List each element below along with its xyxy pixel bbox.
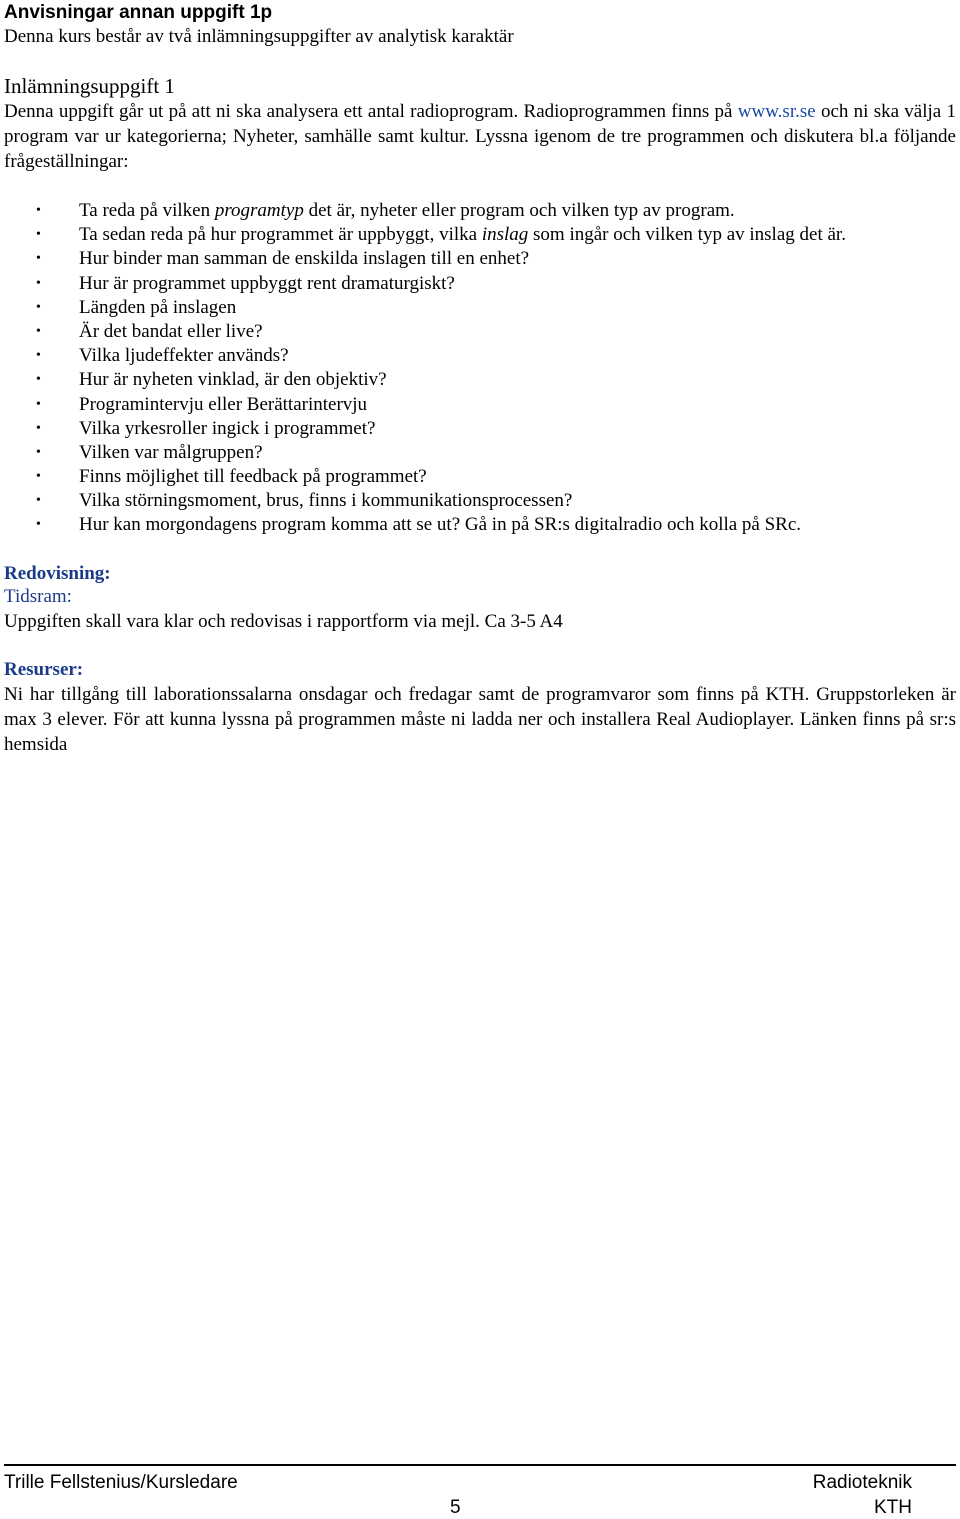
question-text: Hur kan morgondagens program komma att se ut? Gå in på SR:s digitalradio och kolla på SRc.	[79, 514, 802, 536]
emphasis-text: inslag	[481, 224, 529, 246]
question-list	[0, 199, 960, 538]
emphasis-text: programtyp	[214, 200, 304, 221]
section-heading: Inlämningsuppgift 1	[4, 74, 175, 98]
intro-text-2: och ni ska välja 1 program var ur kategorierna; Nyheter, samhälle samt kultur. Lyssna igenom de tre programmen och diskutera bl.a följande frågeställningar:	[4, 101, 956, 172]
document-subtitle: Denna kurs består av två inlämningsuppgifter av analytisk karaktär	[4, 26, 514, 47]
list-item	[0, 199, 960, 223]
list-item	[0, 465, 960, 489]
bullet-icon: •	[36, 444, 41, 460]
bullet-icon: •	[36, 396, 41, 412]
bullet-icon: •	[36, 493, 41, 509]
bullet-icon: •	[36, 517, 41, 533]
list-item	[0, 223, 960, 247]
question-text: Ta reda på vilken programtyp det är, nyheter eller program och vilken typ av program.	[79, 200, 735, 221]
question-text: Vilka störningsmoment, brus, finns i kommunikationsprocessen?	[79, 490, 573, 512]
bullet-icon: •	[36, 299, 41, 315]
question-text: Finns möjlighet till feedback på programmet?	[79, 466, 427, 488]
bullet-icon: •	[36, 323, 41, 339]
redovisning-heading: Redovisning:	[4, 563, 111, 584]
intro-paragraph	[4, 99, 956, 174]
footer-divider	[4, 1464, 956, 1466]
list-item	[0, 513, 960, 537]
footer-author: Trille Fellstenius/Kursledare	[4, 1472, 238, 1493]
question-text: Vilka yrkesroller ingick i programmet?	[79, 417, 376, 439]
question-text: Hur binder man samman de enskilda inslagen till en enhet?	[79, 248, 530, 270]
question-text: Längden på inslagen	[79, 296, 237, 318]
list-item	[0, 272, 960, 296]
bullet-icon: •	[36, 420, 41, 436]
footer-department: Radioteknik	[812, 1472, 912, 1493]
bullet-icon: •	[36, 275, 41, 291]
question-text: Ta sedan reda på hur programmet är uppbyggt, vilka inslag som ingår och vilken typ av inslag det är.	[79, 224, 846, 246]
question-text: Vilken var målgruppen?	[79, 441, 263, 463]
question-text: Hur är nyheten vinklad, är den objektiv?	[79, 369, 387, 391]
list-item	[0, 441, 960, 465]
list-item	[0, 320, 960, 344]
bullet-icon: •	[36, 348, 41, 364]
question-text: Är det bandat eller live?	[79, 320, 263, 342]
sr-link[interactable]: www.sr.se	[737, 101, 816, 122]
list-item	[0, 417, 960, 441]
redovisning-text: Uppgiften skall vara klar och redovisas i rapportform via mejl. Ca 3-5 A4	[4, 611, 563, 632]
question-text: Programintervju eller Berättarintervju	[79, 393, 368, 415]
footer-institution: KTH	[874, 1497, 912, 1518]
bullet-icon: •	[36, 251, 41, 267]
question-text: Hur är programmet uppbyggt rent dramaturgiskt?	[79, 272, 455, 294]
list-item	[0, 393, 960, 417]
tidsram-label: Tidsram:	[4, 586, 72, 607]
list-item	[0, 368, 960, 392]
bullet-icon: •	[36, 372, 41, 388]
bullet-icon: •	[36, 203, 41, 218]
resurser-heading: Resurser:	[4, 659, 84, 680]
bullet-icon: •	[36, 469, 41, 485]
bullet-icon: •	[36, 227, 41, 243]
list-item	[0, 247, 960, 271]
question-text: Vilka ljudeffekter används?	[79, 345, 289, 367]
page-number: 5	[450, 1497, 461, 1518]
document-title: Anvisningar annan uppgift 1p	[4, 2, 273, 23]
list-item	[0, 489, 960, 513]
resurser-text: Ni har tillgång till laborationssalarna onsdagar och fredagar samt de programvaror som finns på KTH. Gruppstorleken är max 3 elever. För att kunna lyssna på programmen måste ni ladda ner och installera Real Audioplayer. Länken finns på sr:s hemsida	[4, 684, 956, 755]
list-item	[0, 296, 960, 320]
list-item	[0, 344, 960, 368]
intro-text-1: Denna uppgift går ut på att ni ska analysera ett antal radioprogram. Radioprogrammen finns på	[4, 101, 738, 122]
